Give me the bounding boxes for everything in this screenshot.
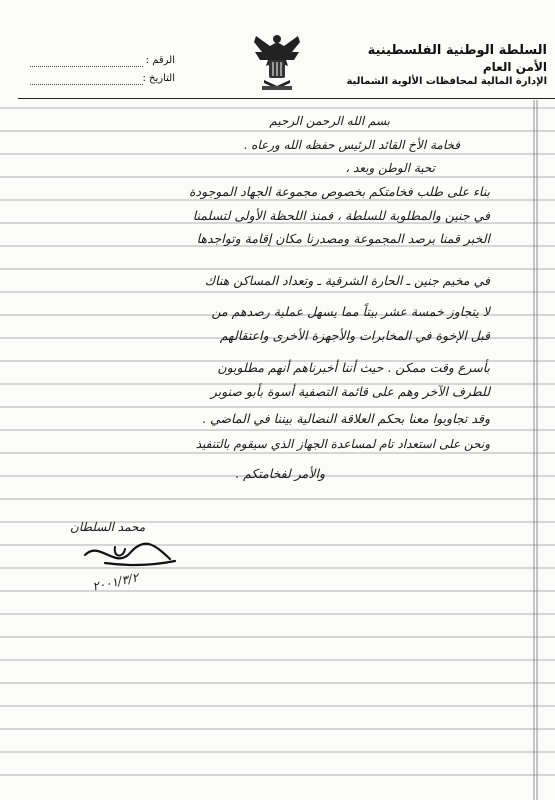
reference-number-label: الرقم : bbox=[145, 55, 175, 66]
reference-date-label: التاريخ : bbox=[142, 73, 175, 84]
signature-date: ٢٠٠١/٣/٢ bbox=[91, 570, 140, 594]
body-line: لا يتجاوز خمسة عشر بيتاً مما يسهل عملية رصدهم من bbox=[211, 304, 490, 319]
body-line: وقد تجاوبوا معنا بحكم العلاقة النضالية بيننا في الماضي . bbox=[202, 411, 490, 426]
letterhead-department: الأمن العام bbox=[482, 60, 547, 74]
letterhead-authority: السلطة الوطنية الفلسطينية bbox=[367, 43, 547, 58]
body-line: في مخيم جنين ـ الحارة الشرقية ـ وتعداد المساكن هناك bbox=[204, 273, 490, 288]
body-line: بناء على طلب فخامتكم بخصوص مجموعة الجهاد الموجودة bbox=[189, 184, 490, 199]
greeting: تحية الوطن وبعد ، bbox=[345, 161, 435, 175]
body-line: قبل الإخوة في المخابرات والأجهزة الأخرى واعتقالهم bbox=[219, 328, 490, 343]
addressee: فخامة الأخ القائد الرئيس حفظه الله ورعاه . bbox=[243, 138, 460, 152]
body-line: في جنين والمطلوبة للسلطة ، فمنذ اللحظة الأولى لتسلمنا bbox=[192, 208, 490, 223]
signature-scribble bbox=[75, 535, 185, 575]
basmala: بسم الله الرحمن الرحيم bbox=[269, 114, 390, 128]
body-line: بأسرع وقت ممكن . حيث أننا أخبرناهم أنهم مطلوبون bbox=[217, 360, 490, 375]
body-line: الخبر قمنا برصد المجموعة ومصدرنا مكان إقامة وتواجدها bbox=[196, 231, 490, 246]
body-line: للطرف الآخر وهم على قائمة التصفية أسوة بأبو صنوبر bbox=[210, 384, 490, 399]
body-line: والأمر لفخامتكم . bbox=[235, 466, 325, 481]
body-line: ونحن على استعداد تام لمساعدة الجهاز الذي سيقوم بالتنفيذ bbox=[195, 437, 490, 451]
signatory-name: محمد السلطان bbox=[70, 520, 146, 534]
letterhead-sub-department: الإدارة المالية لمحافظات الألوية الشمالية bbox=[346, 76, 547, 87]
